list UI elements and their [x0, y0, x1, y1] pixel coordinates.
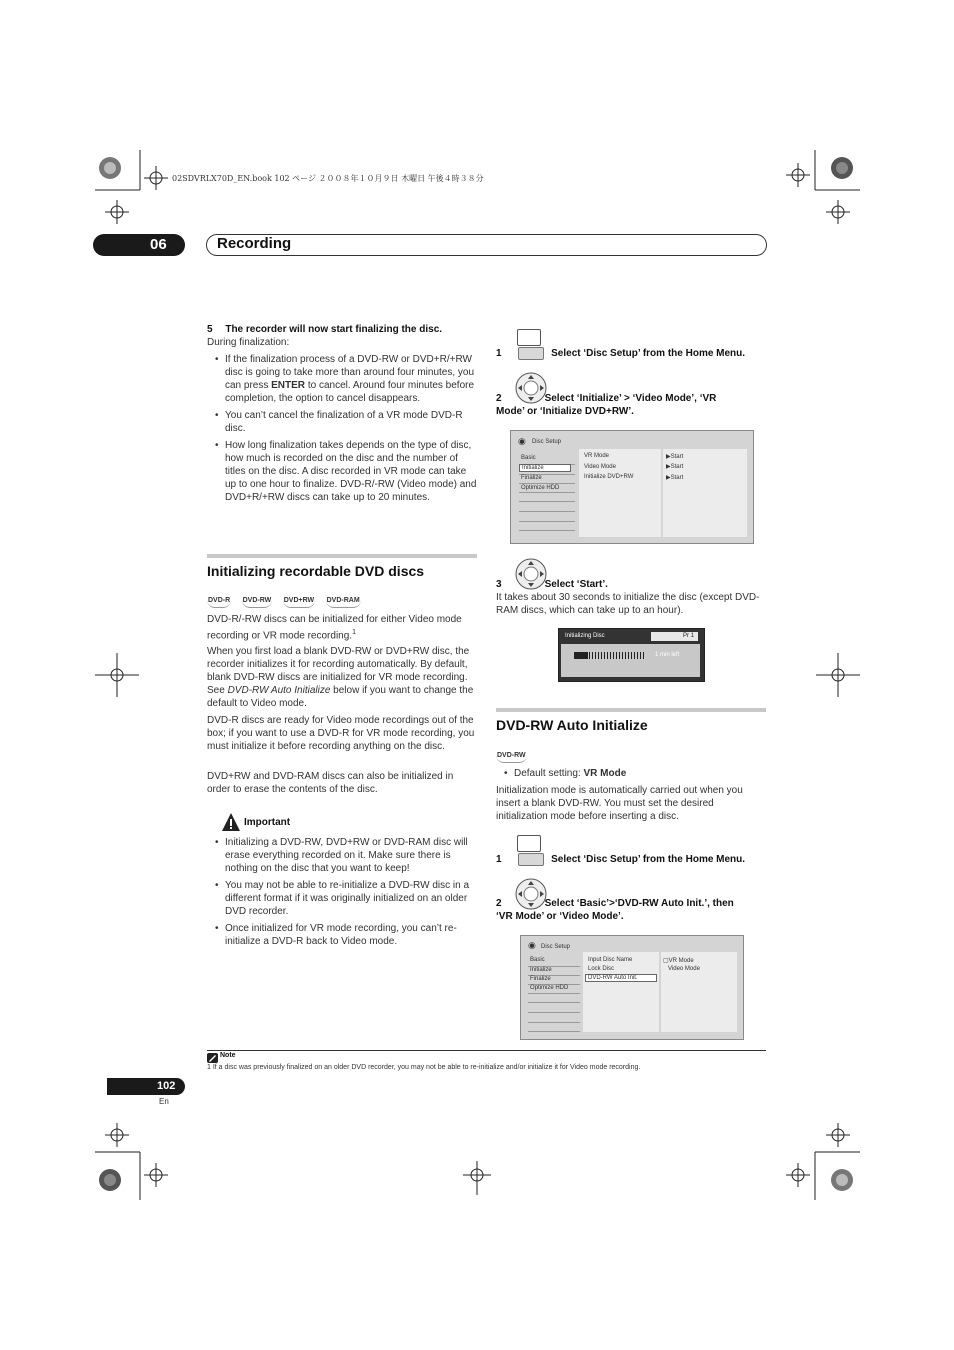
home-menu-button-icon — [518, 347, 544, 360]
paragraph: DVD-R/-RW discs can be initialized for either Video mode recording or VR mode recording.$^1$ — [207, 614, 462, 642]
option: Video Mode — [584, 464, 616, 470]
paragraph: DVD-R discs are ready for Video mode recordings out of the box; if you want to use a DVD-R for VR mode recording, you must initialize it before recording anything on the disc. — [207, 715, 475, 752]
osd-disc-setup-initialize — [510, 430, 754, 544]
footer-rule — [207, 1050, 766, 1051]
value: Video Mode — [668, 966, 700, 972]
finalization-bullets — [207, 353, 477, 508]
list-item: • If the finalization process of a DVD-RW or DVD+R/+RW disc is going to take more than around four minutes, you can press ENTER to cancel. Around four minutes before completion, the option to cancel disappears. — [207, 353, 477, 405]
action: ▶Start — [666, 475, 684, 481]
osd-title: Disc Setup — [541, 944, 571, 950]
chapter-number: 06 — [150, 236, 167, 253]
menu-item-selected: Basic — [530, 957, 545, 963]
osd-initializing-disc — [558, 628, 705, 682]
list-item: • Once initialized for VR mode recording, you can’t re-initialize a DVD-R back to Video mode. — [207, 922, 477, 948]
badge-dvd-plus-rw: DVD+RW — [283, 596, 315, 608]
badge-dvd-rw: DVD-RW — [242, 596, 273, 608]
paragraph: Initialization mode is automatically carried out when you insert a blank DVD-RW. You must set the desired initialization mode before inserting a disc. — [496, 785, 743, 822]
warning-icon — [221, 812, 241, 832]
disc-type-badges — [207, 589, 367, 608]
osd-options-panel — [583, 952, 659, 1032]
list-item: • You can’t cancel the finalization of a VR mode DVD-R disc. — [207, 409, 477, 435]
time-remaining: 1 min left — [655, 652, 680, 658]
page-number: 102 — [157, 1080, 176, 1092]
channel-indicator: Pr 1 — [651, 632, 698, 641]
step-1-heading: 1 Select ‘Disc Setup’ from the Home Menu. — [496, 854, 746, 866]
note-icon — [207, 1053, 218, 1063]
action: ▶Start — [666, 454, 684, 460]
section-title-initializing: Initializing recordable DVD discs — [207, 563, 425, 579]
list-item: • How long finalization takes depends on the type of disc, how much is recorded on the disc and the number of titles on the disc. A disc recorded in VR mode can take up to one hour to finalize. DVD-R/-RW (Video mode) and DVD+R/+RW discs can take up to 20 minutes. — [207, 439, 477, 504]
note-text: 1 If a disc was previously finalized on an older DVD recorder, you may not be able to re-initialize and/or initialize it for Video mode recording. — [207, 1064, 641, 1071]
badge-dvd-r: DVD-R — [207, 596, 231, 608]
section-rule — [496, 708, 766, 712]
step-number: 5 — [207, 324, 213, 335]
list-item: • You may not be able to re-initialize a DVD-RW disc in a different format if it was originally initialized on an older DVD recorder. — [207, 879, 477, 918]
menu-item: Basic — [521, 455, 536, 461]
badge-dvd-rw: DVD-RW — [496, 751, 527, 763]
home-menu-button-icon — [518, 853, 544, 866]
badge-dvd-ram: DVD-RAM — [326, 596, 361, 608]
home-menu-key-icon — [517, 835, 541, 852]
step-1-heading: 1 Select ‘Disc Setup’ from the Home Menu. — [496, 348, 746, 360]
language-code: En — [159, 1097, 169, 1106]
chapter-tab — [93, 234, 185, 256]
section-title-auto-initialize: DVD-RW Auto Initialize — [496, 717, 648, 733]
progress-fill — [574, 652, 588, 659]
disc-icon: ◉ — [518, 436, 526, 446]
menu-item: Finalize — [530, 976, 551, 982]
disc-icon: ◉ — [528, 940, 536, 950]
osd-options-panel — [579, 449, 661, 537]
menu-item-selected: Initialize — [519, 464, 571, 472]
option: VR Mode — [584, 453, 610, 459]
list-item: • Default setting: VR Mode — [496, 767, 766, 780]
option: Initialize DVD+RW — [584, 474, 634, 480]
disc-type-badges — [496, 744, 533, 763]
during-text: During finalization: — [207, 337, 290, 348]
osd-values-panel — [661, 952, 737, 1032]
chapter-title: Recording — [217, 235, 292, 252]
option: Input Disc Name — [588, 957, 633, 963]
osd-disc-setup-basic — [520, 935, 744, 1040]
print-header: 02SDVRLX70D_EN.book 102 ページ ２００８年１０月９日 木曜日 午後４時３８分 — [172, 174, 484, 183]
step-2-heading: 2 Select ‘Initialize’ > ‘Video Mode’, ‘VR Mode’ or ‘Initialize DVD+RW’. — [496, 393, 717, 417]
section-rule — [207, 554, 477, 558]
step-2-heading: 2 Select ‘Basic’>‘DVD-RW Auto Init.’, then ‘VR Mode’ or ‘Video Mode’. — [496, 898, 734, 922]
list-item: • Initializing a DVD-RW, DVD+RW or DVD-RAM disc will erase everything recorded on it. Make sure there is nothing on the disc that you want to keep! — [207, 836, 477, 875]
paragraph: DVD+RW and DVD-RAM discs can also be initialized in order to erase the contents of the disc. — [207, 771, 454, 795]
default-setting — [496, 767, 766, 784]
osd-title: Initializing Disc — [565, 633, 605, 639]
step-3-heading: 3 Select ‘Start’. — [496, 579, 608, 590]
osd-title: Disc Setup — [532, 439, 562, 445]
note-label: Note — [220, 1052, 236, 1059]
paragraph: When you first load a blank DVD-RW or DVD+RW disc, the recorder initializes it for recording automatically. By default, blank DVD-RW discs are initialized for VR mode recording. See DVD-RW Auto Initialize below if you want to change the default to Video mode. — [207, 646, 474, 709]
step-5-heading — [207, 323, 477, 336]
value-selected: ▢VR Mode — [663, 958, 694, 964]
progress-bar — [574, 652, 644, 659]
step-title: The recorder will now start finalizing the disc. — [225, 324, 443, 335]
important-bullets — [207, 836, 477, 952]
important-label: Important — [244, 817, 291, 828]
progress-area — [561, 644, 700, 677]
option: Lock Disc — [588, 966, 615, 972]
home-menu-key-icon — [517, 329, 541, 346]
action: ▶Start — [666, 464, 684, 470]
menu-item: Optimize HDD — [530, 985, 569, 991]
paragraph: It takes about 30 seconds to initialize the disc (except DVD-RAM discs, which can take up to an hour). — [496, 592, 760, 616]
menu-item: Initialize — [530, 967, 552, 973]
option-selected: DVD-RW Auto Init. — [585, 974, 657, 982]
menu-item: Optimize HDD — [521, 485, 560, 491]
menu-item: Finalize — [521, 475, 542, 481]
